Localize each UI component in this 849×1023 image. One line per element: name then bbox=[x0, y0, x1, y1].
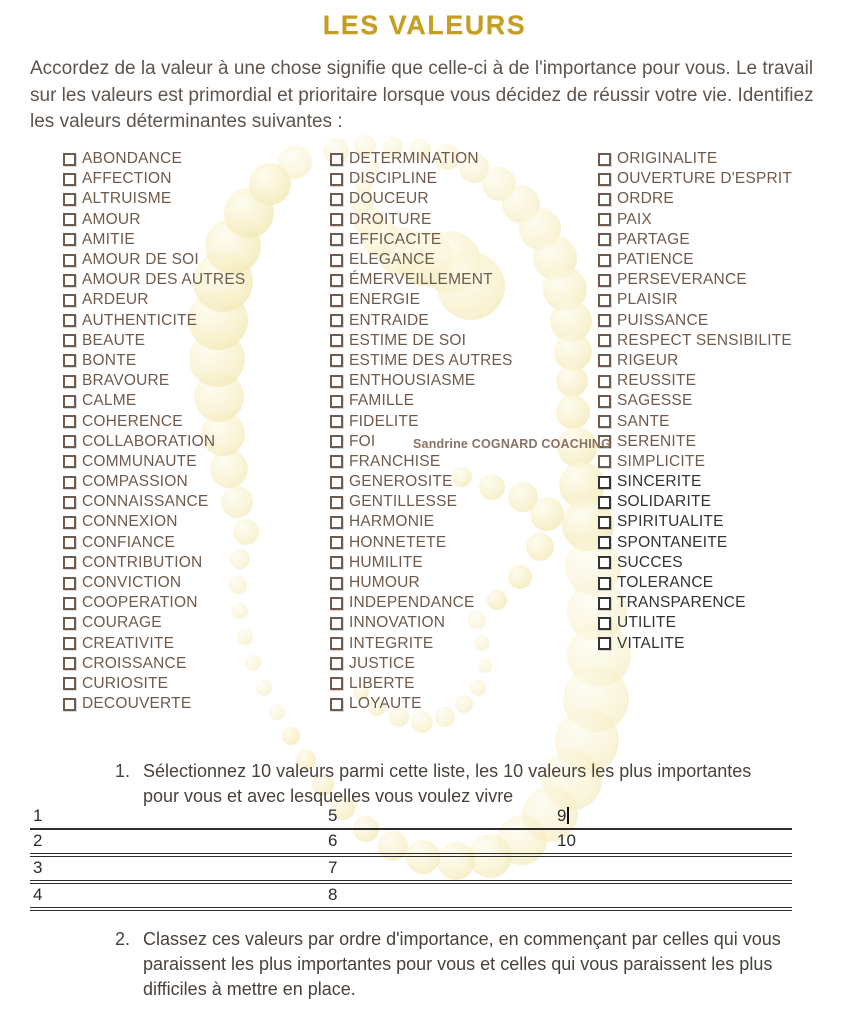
value-label: DOUCEUR bbox=[349, 190, 429, 208]
value-label: ABONDANCE bbox=[82, 150, 182, 168]
value-item bbox=[598, 169, 792, 189]
checkbox-icon[interactable] bbox=[598, 213, 611, 226]
value-label: AMITIE bbox=[82, 230, 135, 248]
checkbox-icon[interactable] bbox=[598, 354, 611, 367]
value-label: HARMONIE bbox=[349, 513, 435, 531]
value-item bbox=[330, 674, 513, 694]
value-item bbox=[598, 371, 792, 391]
checkbox-icon[interactable] bbox=[330, 577, 343, 590]
value-label: AFFECTION bbox=[82, 170, 172, 188]
value-label: COLLABORATION bbox=[82, 432, 216, 450]
checkbox-icon[interactable] bbox=[330, 698, 343, 711]
value-item bbox=[63, 492, 245, 512]
instruction-1 bbox=[115, 759, 763, 809]
checkbox-icon[interactable] bbox=[330, 254, 343, 267]
slot-field[interactable]: 5 bbox=[328, 806, 338, 825]
value-item bbox=[63, 331, 245, 351]
checkbox-icon[interactable] bbox=[330, 415, 343, 428]
value-label: SOLIDARITE bbox=[617, 493, 712, 511]
value-label: DROITURE bbox=[349, 210, 432, 228]
checkbox-icon[interactable] bbox=[63, 254, 76, 267]
checkbox-icon[interactable] bbox=[598, 395, 611, 408]
value-label: FRANCHISE bbox=[349, 452, 441, 470]
checkbox-icon[interactable] bbox=[63, 153, 76, 166]
value-item bbox=[598, 553, 792, 573]
value-label: ESTIME DES AUTRES bbox=[349, 351, 513, 369]
slot-field[interactable]: 3 bbox=[33, 858, 43, 877]
value-label: TRANSPARENCE bbox=[617, 594, 746, 612]
checkbox-icon[interactable] bbox=[63, 354, 76, 367]
intro-paragraph: Accordez de la valeur à une chose signifie que celle-ci à de l'importance pour vous. Le travail sur les valeurs est primordial et prioritaire lorsque vous décidez de réussir votre vie. Identifiez les valeurs déterminantes suivantes : bbox=[30, 58, 814, 132]
checkbox-icon[interactable] bbox=[63, 395, 76, 408]
value-item bbox=[598, 452, 792, 472]
value-label: LIBERTE bbox=[349, 674, 415, 692]
checkbox-icon[interactable] bbox=[598, 617, 611, 630]
value-label: JUSTICE bbox=[349, 654, 415, 672]
value-label: COHERENCE bbox=[82, 412, 183, 430]
value-item bbox=[63, 452, 245, 472]
value-item bbox=[63, 472, 245, 492]
value-label: ENERGIE bbox=[349, 291, 421, 309]
value-label: CROISSANCE bbox=[82, 654, 187, 672]
value-item bbox=[330, 351, 513, 371]
checkbox-icon[interactable] bbox=[63, 516, 76, 529]
instruction-2 bbox=[115, 927, 791, 1002]
checkbox-icon[interactable] bbox=[63, 677, 76, 690]
value-item bbox=[63, 613, 245, 633]
value-item bbox=[63, 371, 245, 391]
value-item bbox=[63, 593, 245, 613]
selection-table-row bbox=[30, 806, 792, 830]
selection-table-row bbox=[30, 884, 792, 911]
selection-table-row bbox=[30, 830, 792, 857]
value-item bbox=[330, 270, 513, 290]
checkbox-icon[interactable] bbox=[598, 536, 611, 549]
checkbox-icon[interactable] bbox=[330, 476, 343, 489]
checkbox-icon[interactable] bbox=[63, 173, 76, 186]
value-label: BONTE bbox=[82, 351, 137, 369]
value-label: UTILITE bbox=[617, 614, 677, 632]
value-item bbox=[598, 230, 792, 250]
value-label: INTEGRITE bbox=[349, 634, 434, 652]
value-label: BRAVOURE bbox=[82, 372, 170, 390]
checkbox-icon[interactable] bbox=[598, 233, 611, 246]
checkbox-icon[interactable] bbox=[598, 375, 611, 388]
checkbox-icon[interactable] bbox=[330, 516, 343, 529]
value-item bbox=[330, 512, 513, 532]
value-item bbox=[598, 210, 792, 230]
checkbox-icon[interactable] bbox=[63, 617, 76, 630]
value-item bbox=[63, 351, 245, 371]
value-item bbox=[330, 331, 513, 351]
value-item bbox=[598, 331, 792, 351]
checkbox-icon[interactable] bbox=[63, 657, 76, 670]
slot-field[interactable]: 6 bbox=[328, 831, 338, 850]
value-item bbox=[330, 250, 513, 270]
value-item bbox=[330, 149, 513, 169]
value-item bbox=[598, 593, 792, 613]
checkbox-icon[interactable] bbox=[330, 294, 343, 307]
value-label: GENTILLESSE bbox=[349, 493, 458, 511]
value-label: COURAGE bbox=[82, 614, 162, 632]
value-label: SIMPLICITE bbox=[617, 452, 706, 470]
value-item bbox=[63, 149, 245, 169]
value-label: RIGEUR bbox=[617, 351, 679, 369]
value-item bbox=[330, 311, 513, 331]
page-title: LES VALEURS bbox=[322, 10, 527, 40]
value-label: INDEPENDANCE bbox=[349, 594, 475, 612]
value-label: CREATIVITE bbox=[82, 634, 175, 652]
slot-field[interactable]: 7 bbox=[328, 858, 338, 877]
value-label: PATIENCE bbox=[617, 251, 694, 269]
value-label: INNOVATION bbox=[349, 614, 446, 632]
value-label: CONNEXION bbox=[82, 513, 178, 531]
value-item bbox=[598, 634, 792, 654]
checkbox-icon[interactable] bbox=[330, 375, 343, 388]
checkbox-icon[interactable] bbox=[598, 476, 611, 489]
value-item bbox=[330, 230, 513, 250]
checkbox-icon[interactable] bbox=[598, 637, 611, 650]
checkbox-icon[interactable] bbox=[330, 274, 343, 287]
selection-table-row bbox=[30, 857, 792, 884]
value-label: AMOUR DES AUTRES bbox=[82, 271, 246, 289]
value-item bbox=[330, 290, 513, 310]
checkbox-icon[interactable] bbox=[63, 435, 76, 448]
value-item bbox=[63, 189, 245, 209]
value-item bbox=[330, 533, 513, 553]
value-item bbox=[63, 391, 245, 411]
checkbox-icon[interactable] bbox=[598, 597, 611, 610]
value-item bbox=[598, 512, 792, 532]
value-item bbox=[63, 654, 245, 674]
values-column-2 bbox=[330, 149, 513, 714]
value-label: SERENITE bbox=[617, 432, 697, 450]
checkbox-icon[interactable] bbox=[598, 193, 611, 206]
value-label: PUISSANCE bbox=[617, 311, 709, 329]
value-label: SAGESSE bbox=[617, 392, 693, 410]
checkbox-icon[interactable] bbox=[330, 153, 343, 166]
value-item bbox=[330, 694, 513, 714]
value-label: RESPECT SENSIBILITE bbox=[617, 331, 792, 349]
instruction-1-number: 1. bbox=[115, 761, 131, 781]
value-label: HUMILITE bbox=[349, 553, 423, 571]
value-item bbox=[598, 472, 792, 492]
value-item bbox=[330, 169, 513, 189]
value-label: COOPERATION bbox=[82, 594, 198, 612]
value-label: LOYAUTE bbox=[349, 695, 422, 713]
slot-field[interactable]: 2 bbox=[33, 831, 43, 850]
value-label: ORIGINALITE bbox=[617, 150, 718, 168]
checkbox-icon[interactable] bbox=[330, 657, 343, 670]
selection-table bbox=[30, 806, 792, 911]
value-label: FIDELITE bbox=[349, 412, 419, 430]
value-item bbox=[330, 472, 513, 492]
checkbox-icon[interactable] bbox=[63, 556, 76, 569]
value-item bbox=[330, 654, 513, 674]
value-label: OUVERTURE D'ESPRIT bbox=[617, 170, 793, 188]
value-label: CURIOSITE bbox=[82, 674, 169, 692]
value-item bbox=[63, 573, 245, 593]
value-label: PARTAGE bbox=[617, 230, 690, 248]
value-item bbox=[598, 533, 792, 553]
checkbox-icon[interactable] bbox=[63, 496, 76, 509]
checkbox-icon[interactable] bbox=[63, 233, 76, 246]
checkbox-icon[interactable] bbox=[330, 637, 343, 650]
value-item bbox=[598, 492, 792, 512]
value-item bbox=[63, 634, 245, 654]
checkbox-icon[interactable] bbox=[330, 354, 343, 367]
value-item bbox=[330, 391, 513, 411]
value-item bbox=[330, 411, 513, 431]
value-label: ENTHOUSIASME bbox=[349, 372, 476, 390]
checkbox-icon[interactable] bbox=[598, 254, 611, 267]
checkbox-icon[interactable] bbox=[63, 274, 76, 287]
value-label: ARDEUR bbox=[82, 291, 149, 309]
value-item bbox=[63, 290, 245, 310]
value-label: DECOUVERTE bbox=[82, 695, 192, 713]
value-item bbox=[330, 371, 513, 391]
value-item bbox=[598, 613, 792, 633]
value-label: SINCERITE bbox=[617, 473, 702, 491]
value-item bbox=[63, 432, 245, 452]
value-item bbox=[63, 674, 245, 694]
value-label: GENEROSITE bbox=[349, 473, 453, 491]
slot-field[interactable]: 4 bbox=[33, 885, 43, 904]
value-label: CONNAISSANCE bbox=[82, 493, 209, 511]
value-item bbox=[63, 270, 245, 290]
value-label: DETERMINATION bbox=[349, 150, 479, 168]
value-label: ESTIME DE SOI bbox=[349, 331, 467, 349]
slot-field[interactable] bbox=[557, 806, 569, 826]
value-item bbox=[330, 210, 513, 230]
value-item bbox=[598, 411, 792, 431]
value-label: ALTRUISME bbox=[82, 190, 172, 208]
value-label: PLAISIR bbox=[617, 291, 678, 309]
value-label: HONNETETE bbox=[349, 533, 447, 551]
checkbox-icon[interactable] bbox=[330, 556, 343, 569]
value-label: AUTHENTICITE bbox=[82, 311, 198, 329]
value-item bbox=[598, 351, 792, 371]
checkbox-icon[interactable] bbox=[330, 496, 343, 509]
checkbox-icon[interactable] bbox=[63, 213, 76, 226]
value-item bbox=[63, 553, 245, 573]
checkbox-icon[interactable] bbox=[598, 314, 611, 327]
value-label: REUSSITE bbox=[617, 372, 697, 390]
value-item bbox=[598, 432, 792, 452]
value-label: CONFIANCE bbox=[82, 533, 176, 551]
value-label: BEAUTE bbox=[82, 331, 146, 349]
checkbox-icon[interactable] bbox=[63, 314, 76, 327]
checkbox-icon[interactable] bbox=[63, 375, 76, 388]
slot-field[interactable]: 1 bbox=[33, 806, 43, 825]
checkbox-icon[interactable] bbox=[330, 334, 343, 347]
value-item bbox=[63, 533, 245, 553]
checkbox-icon[interactable] bbox=[63, 455, 76, 468]
checkbox-icon[interactable] bbox=[63, 476, 76, 489]
checkbox-icon[interactable] bbox=[330, 173, 343, 186]
value-label: AMOUR DE SOI bbox=[82, 251, 199, 269]
checkbox-icon[interactable] bbox=[330, 233, 343, 246]
checkbox-icon[interactable] bbox=[598, 415, 611, 428]
brand-watermark-text: Sandrine COGNARD COACHING bbox=[413, 437, 612, 451]
checkbox-icon[interactable] bbox=[330, 536, 343, 549]
value-item bbox=[598, 311, 792, 331]
values-column-3 bbox=[598, 149, 792, 654]
instruction-2-number: 2. bbox=[115, 929, 131, 949]
value-label: ENTRAIDE bbox=[349, 311, 429, 329]
value-item bbox=[63, 411, 245, 431]
value-item bbox=[330, 553, 513, 573]
checkbox-icon[interactable] bbox=[330, 455, 343, 468]
value-label: FAMILLE bbox=[349, 392, 415, 410]
value-label: ORDRE bbox=[617, 190, 674, 208]
checkbox-icon[interactable] bbox=[63, 415, 76, 428]
checkbox-icon[interactable] bbox=[598, 294, 611, 307]
value-label: CONVICTION bbox=[82, 574, 182, 592]
value-item bbox=[330, 613, 513, 633]
value-label: EFFICACITE bbox=[349, 230, 442, 248]
checkbox-icon[interactable] bbox=[63, 193, 76, 206]
instruction-2-text: Classez ces valeurs par ordre d'importance, en commençant par celles qui vous paraissent les plus importantes pour vous et celles qui vous paraissent les plus difficiles à mettre en place. bbox=[143, 929, 781, 999]
instruction-1-text: Sélectionnez 10 valeurs parmi cette liste, les 10 valeurs les plus importantes pour vous et avec lesquelles vous voulez vivre bbox=[143, 761, 752, 806]
checkbox-icon[interactable] bbox=[598, 173, 611, 186]
slot-value: 9 bbox=[557, 806, 567, 825]
value-item bbox=[63, 250, 245, 270]
value-item bbox=[598, 573, 792, 593]
checkbox-icon[interactable] bbox=[63, 536, 76, 549]
value-label: SANTE bbox=[617, 412, 670, 430]
value-item bbox=[330, 573, 513, 593]
slot-value: 10 bbox=[557, 831, 576, 850]
text-cursor bbox=[567, 807, 569, 824]
value-label: AMOUR bbox=[82, 210, 141, 228]
value-label: PERSEVERANCE bbox=[617, 271, 747, 289]
checkbox-icon[interactable] bbox=[598, 274, 611, 287]
value-item bbox=[330, 634, 513, 654]
slot-field[interactable] bbox=[557, 831, 576, 851]
checkbox-icon[interactable] bbox=[598, 153, 611, 166]
checkbox-icon[interactable] bbox=[598, 455, 611, 468]
checkbox-icon[interactable] bbox=[63, 637, 76, 650]
checkbox-icon[interactable] bbox=[598, 556, 611, 569]
value-item bbox=[598, 290, 792, 310]
value-item bbox=[598, 391, 792, 411]
value-item bbox=[63, 512, 245, 532]
value-item bbox=[598, 270, 792, 290]
value-label: CALME bbox=[82, 392, 137, 410]
checkbox-icon[interactable] bbox=[63, 698, 76, 711]
value-label: COMMUNAUTE bbox=[82, 452, 197, 470]
checkbox-icon[interactable] bbox=[63, 597, 76, 610]
value-label: COMPASSION bbox=[82, 473, 188, 491]
value-label: TOLERANCE bbox=[617, 574, 714, 592]
value-label: SUCCES bbox=[617, 553, 683, 571]
checkbox-icon[interactable] bbox=[63, 577, 76, 590]
value-label: FOI bbox=[349, 432, 376, 450]
value-label: CONTRIBUTION bbox=[82, 553, 203, 571]
checkbox-icon[interactable] bbox=[330, 314, 343, 327]
value-label: ELEGANCE bbox=[349, 251, 436, 269]
value-item bbox=[330, 189, 513, 209]
checkbox-icon[interactable] bbox=[598, 334, 611, 347]
value-item bbox=[63, 694, 245, 714]
value-item bbox=[330, 593, 513, 613]
values-column-1 bbox=[63, 149, 245, 714]
value-item bbox=[63, 230, 245, 250]
value-label: SPONTANEITE bbox=[617, 533, 728, 551]
value-item bbox=[330, 452, 513, 472]
checkbox-icon[interactable] bbox=[330, 677, 343, 690]
value-label: VITALITE bbox=[617, 634, 685, 652]
checkbox-icon[interactable] bbox=[330, 193, 343, 206]
value-label: SPIRITUALITE bbox=[617, 513, 724, 531]
value-item bbox=[598, 250, 792, 270]
checkbox-icon[interactable] bbox=[598, 516, 611, 529]
checkbox-icon[interactable] bbox=[598, 496, 611, 509]
value-item bbox=[63, 169, 245, 189]
checkbox-icon[interactable] bbox=[598, 577, 611, 590]
value-label: HUMOUR bbox=[349, 574, 420, 592]
checkbox-icon[interactable] bbox=[63, 294, 76, 307]
value-item bbox=[330, 492, 513, 512]
value-item bbox=[63, 311, 245, 331]
slot-field[interactable]: 8 bbox=[328, 885, 338, 904]
checkbox-icon[interactable] bbox=[330, 395, 343, 408]
value-label: PAIX bbox=[617, 210, 652, 228]
value-label: DISCIPLINE bbox=[349, 170, 438, 188]
checkbox-icon[interactable] bbox=[330, 617, 343, 630]
checkbox-icon[interactable] bbox=[330, 597, 343, 610]
checkbox-icon[interactable] bbox=[63, 334, 76, 347]
value-item bbox=[598, 189, 792, 209]
checkbox-icon[interactable] bbox=[330, 435, 343, 448]
checkbox-icon[interactable] bbox=[330, 213, 343, 226]
value-item bbox=[63, 210, 245, 230]
value-label: ÉMERVEILLEMENT bbox=[349, 271, 493, 289]
value-item bbox=[598, 149, 792, 169]
